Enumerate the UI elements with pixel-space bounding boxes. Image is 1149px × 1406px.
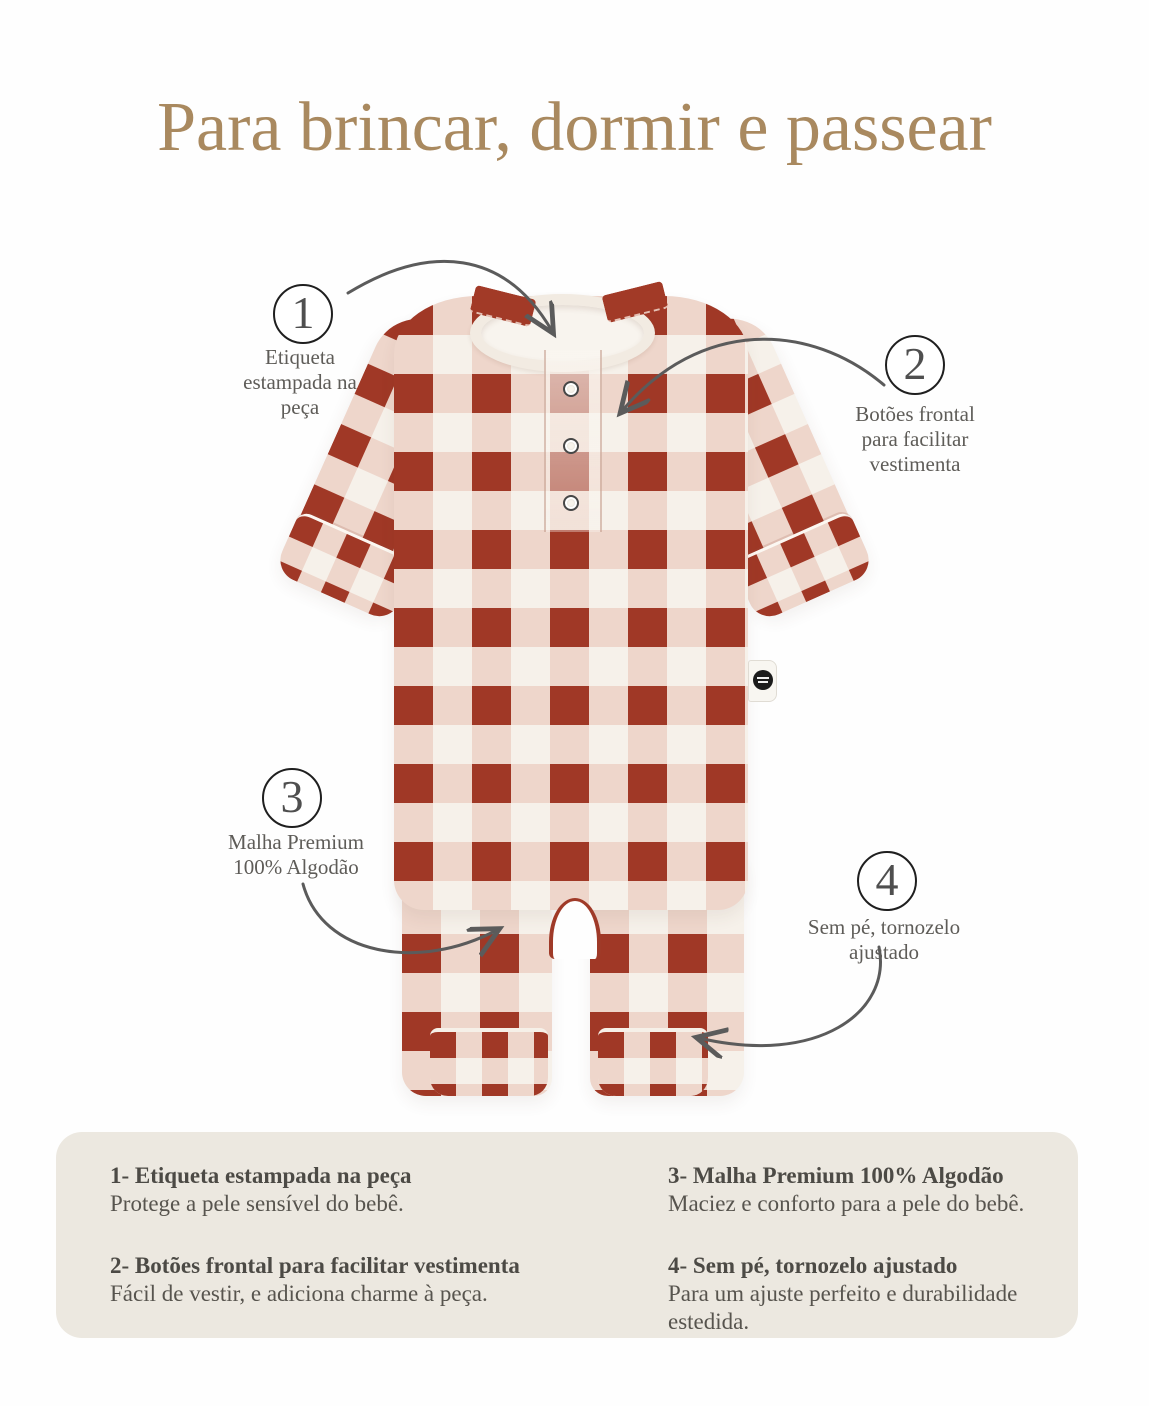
callout-1-line3: peça [280, 395, 320, 419]
callout-2-label [815, 402, 1015, 477]
callout-3-line1: Malha Premium [228, 830, 364, 854]
callout-1-line1: Etiqueta [265, 345, 335, 369]
callout-3-circle [262, 768, 322, 828]
romper-right-wrist-cuff [731, 510, 875, 623]
feature-1-title: 1- Etiqueta estampada na peça [110, 1163, 412, 1188]
callout-1-number: 1 [291, 286, 315, 338]
callout-4-line1: Sem pé, tornozelo [807, 915, 961, 939]
snap-button-1 [563, 381, 579, 397]
feature-2-title: 2- Botões frontal para facilitar vestimenta [110, 1253, 520, 1278]
snap-button-3 [563, 495, 579, 511]
snap-button-2 [563, 438, 579, 454]
callout-3-number: 3 [280, 770, 304, 822]
features-column-left [110, 1162, 618, 1338]
callout-4-circle [857, 851, 917, 911]
feature-item-4 [668, 1252, 1038, 1336]
feature-3-description: Maciez e conforto para a pele do bebê. [668, 1191, 1025, 1216]
feature-1-description: Protege a pele sensível do bebê. [110, 1191, 404, 1216]
feature-3-title: 3- Malha Premium 100% Algodão [668, 1163, 1004, 1188]
callout-3-line2: 100% Algodão [233, 855, 359, 879]
callout-4-label [779, 915, 989, 965]
feature-item-1 [110, 1162, 618, 1218]
callout-2-circle [885, 335, 945, 395]
feature-4-title: 4- Sem pé, tornozelo ajustado [668, 1253, 958, 1278]
romper-left-ankle-cuff [430, 1028, 548, 1096]
feature-item-2 [110, 1252, 618, 1308]
callout-1-label [200, 345, 400, 420]
callout-2-line2: para facilitar [861, 427, 969, 451]
callout-3-label [191, 830, 401, 880]
feature-item-3 [668, 1162, 1038, 1218]
callout-2-line1: Botões frontal [855, 402, 975, 426]
brand-tag [748, 660, 777, 702]
callout-4-line2: ajustado [849, 940, 919, 964]
feature-2-description: Fácil de vestir, e adiciona charme à peça. [110, 1281, 488, 1306]
features-panel [56, 1132, 1078, 1338]
features-column-right [618, 1162, 1038, 1338]
feature-4-description: Para um ajuste perfeito e durabilidade estedida. [668, 1281, 1018, 1334]
callout-4-number: 4 [875, 853, 899, 905]
page-title: Para brincar, dormir e passear [157, 88, 992, 166]
callout-2-line3: vestimenta [869, 452, 961, 476]
callout-2-number: 2 [903, 337, 927, 389]
brand-logo-icon [753, 670, 773, 690]
callout-1-line2: estampada na [243, 370, 357, 394]
callout-1-circle [273, 284, 333, 344]
romper-right-ankle-cuff [598, 1028, 708, 1096]
